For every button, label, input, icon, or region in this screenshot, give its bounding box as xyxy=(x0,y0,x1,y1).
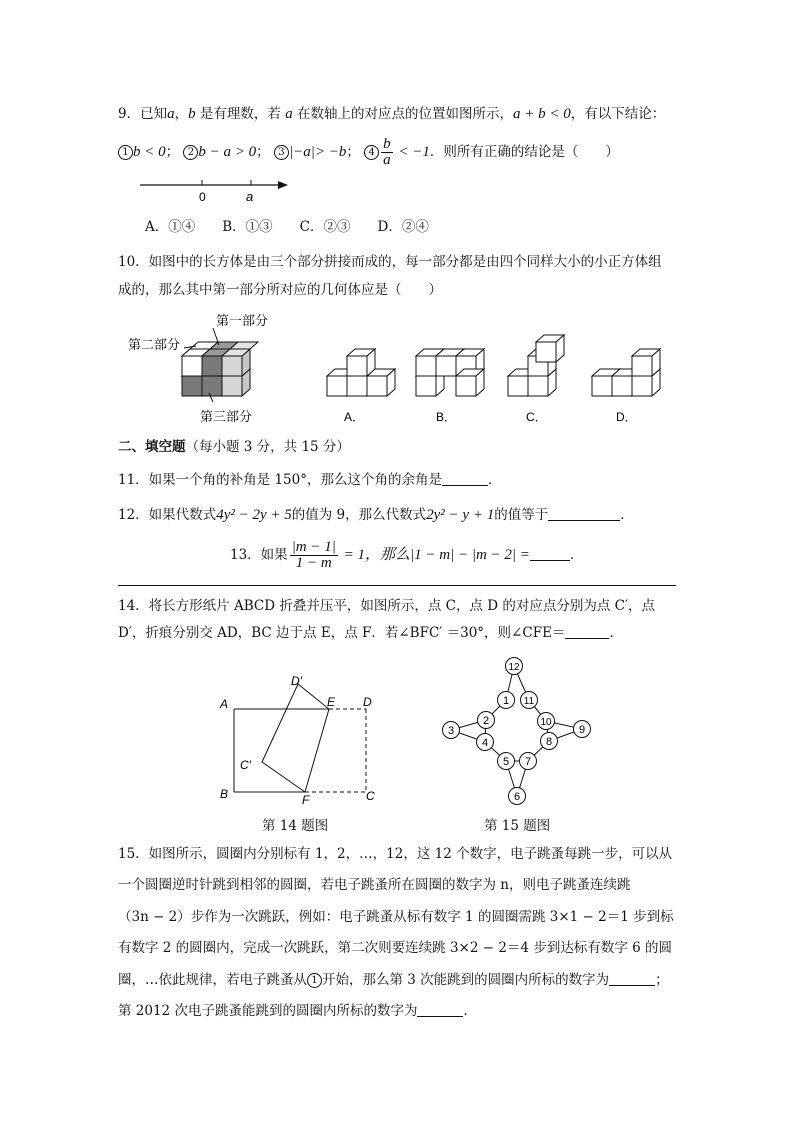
axis-zero-label: 0 xyxy=(199,190,206,204)
q12-answer-blank[interactable] xyxy=(548,506,620,521)
label-part3: 第三部分 xyxy=(200,409,253,424)
point-d-prime: D′ xyxy=(291,674,302,688)
q15-caption: 第 15 题图 xyxy=(484,818,551,834)
point-d: D xyxy=(363,695,372,709)
q15-figure xyxy=(436,654,600,810)
node-5: 5 xyxy=(502,756,510,768)
q9-options: A．①④ B．①③ C．②③ D．②④ xyxy=(145,219,429,235)
label-part2: 第二部分 xyxy=(128,337,181,352)
q15-line4: 有数字 2 的圆圈内，完成一次跳跃，第二次则要连续跳 3×2 − 2＝4 步到达标有数字 6 的圆 xyxy=(118,940,672,956)
q15-answer-blank-1[interactable] xyxy=(609,971,655,986)
point-b: B xyxy=(220,787,229,801)
point-c-prime: C′ xyxy=(240,758,251,772)
point-f: F xyxy=(302,793,310,807)
node-1: 1 xyxy=(502,695,510,707)
q9-number-line xyxy=(130,172,300,208)
q14-answer-blank[interactable] xyxy=(565,624,609,639)
q14-figure xyxy=(210,668,380,808)
node-10: 10 xyxy=(540,717,552,728)
node-8: 8 xyxy=(545,736,553,748)
node-12: 12 xyxy=(508,662,520,673)
option-d-label: D． xyxy=(616,410,637,424)
q9-stem: 9．已知a，b 是有理数，若 a 在数轴上的对应点的位置如图所示，a + b < 0，有以下结论： xyxy=(118,106,666,122)
node-6: 6 xyxy=(513,791,521,803)
q15-line2: 一个圆圈逆时针跳到相邻的圆圈，若电子跳蚤所在圆圈的数字为 n，则电子跳蚤连续跳 xyxy=(118,877,631,893)
node-4: 4 xyxy=(481,737,489,749)
q15-answer-blank-2[interactable] xyxy=(417,1002,463,1017)
axis-a-label: a xyxy=(246,189,254,204)
point-e: E xyxy=(327,695,336,709)
q15-line6: 第 2012 次电子跳蚤能跳到的圆圈内所标的数字为 ． xyxy=(118,1003,477,1019)
q10-figures xyxy=(118,308,678,430)
q15-line5: 圈，…依此规律，若电子跳蚤从 1 开始，那么第 3 次能跳到的圆圈内所标的数字为 ； xyxy=(118,972,669,988)
q14-line1: 14．将长方形纸片 ABCD 折叠并压平，如图所示，点 C，点 D 的对应点分别为点 C′，点 xyxy=(118,598,656,614)
option-b-label: B． xyxy=(436,410,457,424)
assembled-cuboid xyxy=(182,342,258,396)
q10-line2: 成的，那么其中第一部分所对应的几何体应是（ ） xyxy=(118,282,442,298)
q10-line1: 10．如图中的长方体是由三个部分拼接而成的，每一部分都是由四个同样大小的小正方体组 xyxy=(118,254,662,270)
node-3: 3 xyxy=(447,725,455,737)
option-b-figure xyxy=(416,349,484,396)
option-a-label: A． xyxy=(344,410,365,424)
node-7: 7 xyxy=(524,756,532,768)
label-part1: 第一部分 xyxy=(216,313,269,328)
q14-line2: D′，折痕分别交 AD，BC 边于点 E，点 F．若∠BFC′ ＝30°，则∠CFE＝ ． xyxy=(118,625,623,641)
node-11: 11 xyxy=(523,696,535,707)
node-9: 9 xyxy=(578,724,586,736)
q15-line1: 15．如图所示，圆圈内分别标有 1，2，…，12，这 12 个数字，电子跳蚤每跳一步，可以从 xyxy=(118,846,673,862)
node-2: 2 xyxy=(482,715,490,727)
option-c-label: C． xyxy=(526,410,547,424)
point-a: A xyxy=(220,697,229,711)
divider xyxy=(118,585,676,586)
q14-caption: 第 14 题图 xyxy=(262,818,329,834)
section2-heading: 二、填空题（每小题 3 分，共 15 分） xyxy=(118,439,350,455)
q15-line3: （3n − 2）步作为一次跳跃，例如：电子跳蚤从标有数字 1 的圆圈需跳 3×1 − 2＝1 步到标 xyxy=(118,909,674,925)
q9-conclusions: 1 b < 0； 2 b − a > 0； 3 |−a|> −b； 4 $\frac{b}{a}$ < −1．则所有正确的结论是（ ） xyxy=(118,137,619,168)
q13: 13．如果 $\frac{|m - 1|}{1 - m}$ = 1，那么|1 − m| − |m − 2| = ． xyxy=(230,539,584,571)
option-d-figure xyxy=(592,349,660,396)
point-c: C xyxy=(366,789,375,803)
option-a-figure xyxy=(327,349,395,396)
option-c-figure xyxy=(508,335,564,396)
q11: 11．如果一个角的补角是 150°，那么这个角的余角是 ． xyxy=(118,472,502,488)
q13-answer-blank[interactable] xyxy=(530,546,570,561)
q9-condition: a + b < 0 xyxy=(512,106,571,122)
q12: 12．如果代数式4y² − 2y + 5的值为 9，那么代数式2y² − y + 1的值等于 ． xyxy=(118,507,634,523)
q11-answer-blank[interactable] xyxy=(442,471,488,486)
